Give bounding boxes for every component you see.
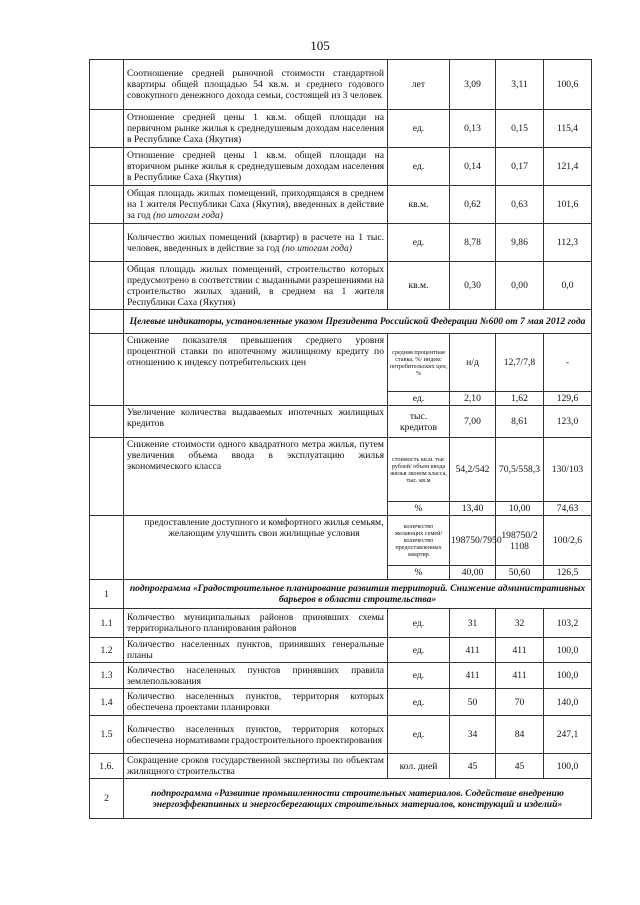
unit-cell: ед. xyxy=(388,609,450,638)
indicator-name: Количество населенных пунктов, принявших генеральные планы xyxy=(124,638,388,663)
plan-value: 411 xyxy=(450,638,496,663)
table-row xyxy=(90,754,592,779)
row-index xyxy=(90,148,124,186)
row-index xyxy=(90,438,124,516)
plan-value: 2,10 xyxy=(450,392,496,406)
fact-value: 32 xyxy=(496,609,544,638)
row-index xyxy=(90,186,124,224)
indicator-name-text: Общая площадь жилых помещений, приходящаяся в среднем на 1 жителя Республики Саха (Якутия), введенных в действие за год xyxy=(127,188,384,221)
page-number: 105 xyxy=(310,38,330,53)
indicator-name xyxy=(124,262,388,310)
fact-value: 198750/2 1108 xyxy=(496,516,544,566)
table-row xyxy=(90,262,592,310)
percent-value: 121,4 xyxy=(544,148,592,186)
unit-cell: тыс. кредитов xyxy=(388,406,450,438)
unit-cell: % xyxy=(388,566,450,580)
unit-cell: ед. xyxy=(388,148,450,186)
fact-value: 12,7/7,8 xyxy=(496,334,544,392)
fact-value: 411 xyxy=(496,663,544,689)
fact-value: 0,15 xyxy=(496,110,544,148)
unit-cell: количество желающих семей/количество предоставленных квартир xyxy=(388,516,450,566)
table-row xyxy=(90,609,592,638)
indicator-name: Увеличение количества выдаваемых ипотечных жилищных кредитов xyxy=(124,406,388,438)
subprogram-title: подпрограмма «Градостроительное планирование развития территорий. Снижение административных барьеров в области строительства» xyxy=(124,580,592,609)
percent-value: 126,5 xyxy=(544,566,592,580)
table-row xyxy=(90,60,592,110)
fact-value: 8,61 xyxy=(496,406,544,438)
indicator-name xyxy=(124,60,388,110)
table-row xyxy=(90,663,592,689)
row-index: 1.3 xyxy=(90,663,124,689)
fact-value: 9,86 xyxy=(496,224,544,262)
unit-cell: ед. xyxy=(388,392,450,406)
unit-cell: кв.м. xyxy=(388,262,450,310)
indicator-name xyxy=(124,148,388,186)
percent-value: 74,63 xyxy=(544,502,592,516)
indicator-name xyxy=(124,186,388,224)
unit-cell: ед. xyxy=(388,110,450,148)
percent-value: 247,1 xyxy=(544,716,592,754)
indicator-name-text: Общая площадь жилых помещений, строительство которых предусмотрено в соответствии с выданными разрешениями на строительство жилых зданий, в среднем на 1 жителя Республики Саха (Якутия) xyxy=(127,263,384,308)
percent-value: 123,0 xyxy=(544,406,592,438)
unit-cell: лет xyxy=(388,60,450,110)
percent-value: 129,6 xyxy=(544,392,592,406)
plan-value: 34 xyxy=(450,716,496,754)
plan-value: 198750/7950 xyxy=(450,516,496,566)
unit-cell: ед. xyxy=(388,689,450,716)
plan-value: н/д xyxy=(450,334,496,392)
indicator-name xyxy=(124,224,388,262)
fact-value: 45 xyxy=(496,754,544,779)
percent-value: 100,0 xyxy=(544,638,592,663)
fact-value: 10,00 xyxy=(496,502,544,516)
table-row xyxy=(90,148,592,186)
percent-value: 101,6 xyxy=(544,186,592,224)
section-header: Целевые индикаторы, установленные указом Президента Российской Федерации №600 от 7 мая 2012 года xyxy=(124,310,592,334)
percent-value: 103,2 xyxy=(544,609,592,638)
row-index xyxy=(90,262,124,310)
percent-value: 115,4 xyxy=(544,110,592,148)
row-index xyxy=(90,310,124,334)
unit-cell: ед. xyxy=(388,224,450,262)
percent-value: 100/2,6 xyxy=(544,516,592,566)
indicator-name: Количество населенных пунктов принявших правила землепользования xyxy=(124,663,388,689)
percent-value: 100,0 xyxy=(544,663,592,689)
plan-value: 0,14 xyxy=(450,148,496,186)
row-index: 1.6. xyxy=(90,754,124,779)
row-index: 1.4 xyxy=(90,689,124,716)
indicator-note: (по итогам года) xyxy=(152,210,223,221)
fact-value: 411 xyxy=(496,638,544,663)
percent-value: 100,6 xyxy=(544,60,592,110)
table-row xyxy=(90,716,592,754)
plan-value: 0,30 xyxy=(450,262,496,310)
table-row xyxy=(90,310,592,334)
subprogram-index: 2 xyxy=(90,779,124,819)
plan-value: 8,78 xyxy=(450,224,496,262)
row-index xyxy=(90,110,124,148)
indicator-name: Количество населенных пунктов, территория которых обеспечена проектами планировки xyxy=(124,689,388,716)
indicator-name: Сокращение сроков государственной экспертизы по объектам жилищного строительства xyxy=(124,754,388,779)
table-row xyxy=(90,580,592,609)
indicators-table xyxy=(89,59,592,819)
row-index: 1.5 xyxy=(90,716,124,754)
table-row xyxy=(90,638,592,663)
indicator-name: предоставление доступного и комфортного жилья семьям, желающим улучшить свои жилищные условия xyxy=(124,516,388,580)
table-row xyxy=(90,110,592,148)
indicator-name xyxy=(124,110,388,148)
fact-value: 70 xyxy=(496,689,544,716)
plan-value: 0,13 xyxy=(450,110,496,148)
plan-value: 31 xyxy=(450,609,496,638)
percent-value: 130/103 xyxy=(544,438,592,502)
indicator-note: (по итогам года) xyxy=(281,242,352,254)
table-row xyxy=(90,334,592,392)
fact-value: 84 xyxy=(496,716,544,754)
indicator-name-text: Соотношение средней рыночной стоимости стандартной квартиры общей площадью 54 кв.м. и среднего годового совокупного денежного дохода семьи, состоящей из 3 человек xyxy=(127,68,384,101)
plan-value: 13,40 xyxy=(450,502,496,516)
unit-cell: средняя процентная ставка, %/ индекс потребительских цен, % xyxy=(388,334,450,392)
indicator-name-text: Отношение средней цены 1 кв.м. общей площади на вторичном рынке жилья к среднедушевым доходам населения в Республике Саха (Якутия) xyxy=(127,150,384,183)
plan-value: 3,09 xyxy=(450,60,496,110)
fact-value: 0,17 xyxy=(496,148,544,186)
row-index xyxy=(90,60,124,110)
table-row xyxy=(90,779,592,819)
plan-value: 45 xyxy=(450,754,496,779)
table-row xyxy=(90,186,592,224)
unit-cell: ед. xyxy=(388,716,450,754)
row-index xyxy=(90,516,124,580)
table-row xyxy=(90,516,592,566)
unit-cell: кв.м. xyxy=(388,186,450,224)
table-row xyxy=(90,406,592,438)
row-index xyxy=(90,334,124,406)
percent-value: 0,0 xyxy=(544,262,592,310)
table-row xyxy=(90,224,592,262)
unit-cell: кол. дней xyxy=(388,754,450,779)
fact-value: 70,5/558,3 xyxy=(496,438,544,502)
percent-value: 140,0 xyxy=(544,689,592,716)
plan-value: 40,00 xyxy=(450,566,496,580)
plan-value: 50 xyxy=(450,689,496,716)
percent-value: 100,0 xyxy=(544,754,592,779)
row-index: 1.2 xyxy=(90,638,124,663)
fact-value: 1,62 xyxy=(496,392,544,406)
fact-value: 3,11 xyxy=(496,60,544,110)
plan-value: 0,62 xyxy=(450,186,496,224)
plan-value: 7,00 xyxy=(450,406,496,438)
row-index: 1.1 xyxy=(90,609,124,638)
fact-value: 50,60 xyxy=(496,566,544,580)
plan-value: 411 xyxy=(450,663,496,689)
plan-value: 54,2/542 xyxy=(450,438,496,502)
fact-value: 0,00 xyxy=(496,262,544,310)
fact-value: 0,63 xyxy=(496,186,544,224)
percent-value: 112,3 xyxy=(544,224,592,262)
row-index xyxy=(90,406,124,438)
unit-cell: % xyxy=(388,502,450,516)
unit-cell: стоимость кв.м. тыс рублей/ объем ввода жилья эконом класса, тыс. кв.м xyxy=(388,438,450,502)
indicator-name: Количество муниципальных районов принявших схемы территориального планирования районов xyxy=(124,609,388,638)
indicator-name-text: Количество жилых помещений (квартир) в расчете на 1 тыс. человек, введенных в действие за год xyxy=(127,231,384,254)
subprogram-index: 1 xyxy=(90,580,124,609)
percent-value: - xyxy=(544,334,592,392)
row-index xyxy=(90,224,124,262)
unit-cell: ед. xyxy=(388,638,450,663)
indicator-name: Снижение показателя превышения среднего уровня процентной ставки по ипотечному жилищному кредиту по отношению к индексу потребительских цен xyxy=(124,334,388,406)
subprogram-title: подпрограмма «Развитие промышленности строительных материалов. Содействие внедрению энергоэффективных и энергосберегающих строительных материалов, конструкций и изделий» xyxy=(124,779,592,819)
indicator-name: Снижение стоимости одного квадратного метра жилья, путем увеличения объема ввода в эксплуатацию жилья экономического класса xyxy=(124,438,388,516)
table-row xyxy=(90,438,592,502)
table-row xyxy=(90,689,592,716)
indicator-name-text: Отношение средней цены 1 кв.м. общей площади на первичном рынке жилья к среднедушевым доходам населения в Республике Саха (Якутия) xyxy=(127,112,384,145)
indicator-name: Количество населенных пунктов, территория которых обеспечена нормативами градостроительного проектирования xyxy=(124,716,388,754)
unit-cell: ед. xyxy=(388,663,450,689)
